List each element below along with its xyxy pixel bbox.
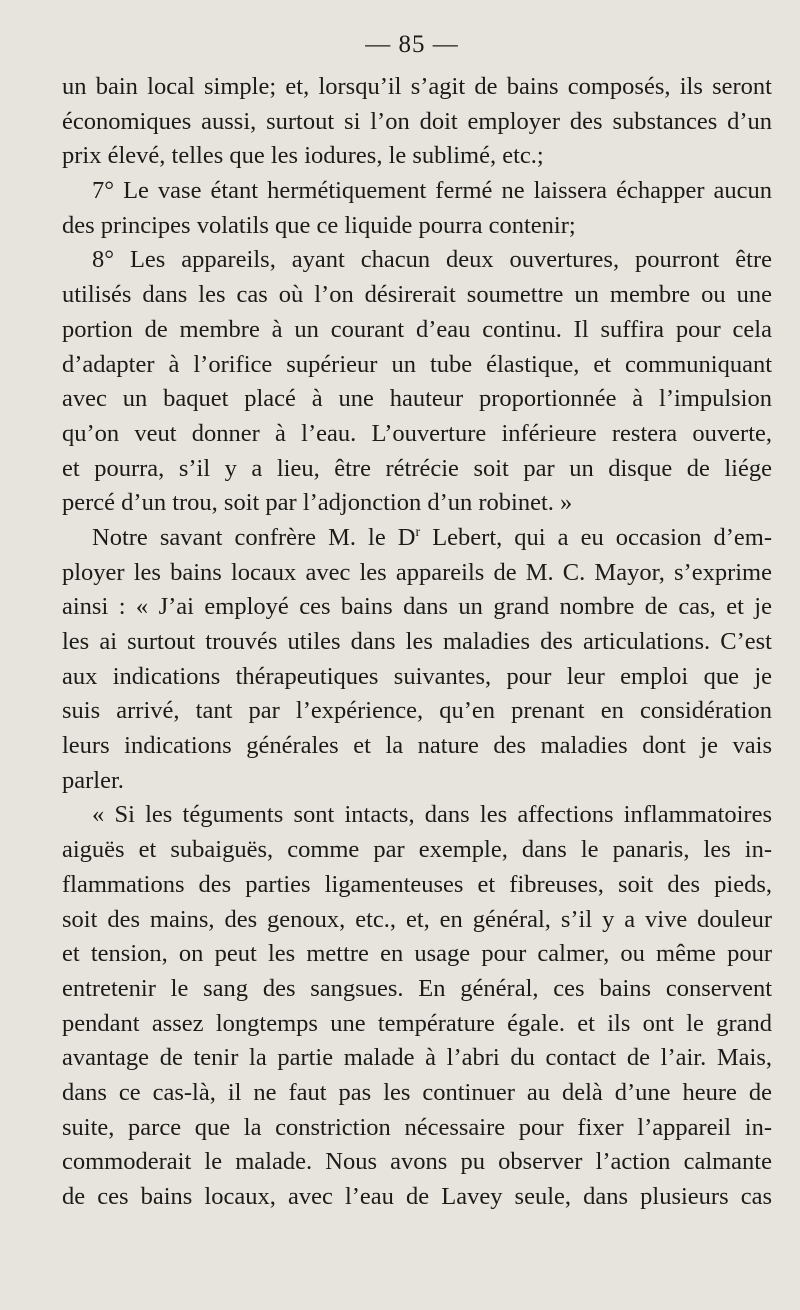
text-line: ployer les bains locaux avec les appareils de M. C. Mayor, s’exprime [62, 558, 772, 586]
text-line: de ces bains locaux, avec l’eau de Lavey seule, dans plusieurs cas [62, 1183, 772, 1210]
text-line: entretenir le sang des sangsues. En général, ces bains conservent [62, 974, 772, 1002]
text-line: parler. [62, 766, 124, 794]
text-line: leurs indications générales et la nature des maladies dont je vais [62, 732, 772, 760]
text-line: 7° Le vase étant hermétiquement fermé ne laissera échapper aucun [92, 177, 772, 205]
text-line: et tension, on peut les mettre en usage pour calmer, ou même pour [62, 940, 772, 968]
text-line: dans ce cas-là, il ne faut pas les continuer au delà d’une heure de [62, 1078, 772, 1106]
text-line: aux indications thérapeutiques suivantes, pour leur emploi que je [62, 662, 772, 690]
text-line: commoderait le malade. Nous avons pu observer l’action calmante [62, 1148, 772, 1176]
text-line: les ai surtout trouvés utiles dans les maladies des articulations. C’est [62, 628, 772, 655]
text-line: un bain local simple; et, lorsqu’il s’agit de bains composés, ils seront [62, 73, 772, 100]
text-line: ainsi : « J’ai employé ces bains dans un grand nombre de cas, et je [62, 593, 772, 621]
text-line: portion de membre à un courant d’eau continu. Il suffira pour cela [62, 315, 772, 343]
text-line: des principes volatils que ce liquide pourra contenir; [62, 211, 576, 239]
text-line: percé d’un trou, soit par l’adjonction d’un robinet. » [62, 489, 573, 517]
text-line: suite, parce que la constriction nécessaire pour fixer l’appareil in- [62, 1113, 772, 1141]
text-line: aiguës et subaiguës, comme par exemple, dans le panaris, les in- [62, 836, 772, 864]
text-line: 8° Les appareils, ayant chacun deux ouvertures, pourront être [92, 246, 772, 274]
text-line: économiques aussi, surtout si l’on doit employer des substances d’un [62, 107, 772, 135]
text-line: flammations des parties ligamenteuses et fibreuses, soit des pieds, [62, 870, 772, 898]
text-line: d’adapter à l’orifice supérieur un tube élastique, et communiquant [62, 350, 772, 378]
text-line: Notre savant confrère M. le $D^r$ Lebert, qui a eu occasion d’em- [92, 523, 772, 551]
text-line: soit des mains, des genoux, etc., et, en général, s’il y a vive douleur [62, 905, 772, 933]
text-line: utilisés dans les cas où l’on désirerait soumettre un membre ou une [62, 281, 772, 309]
text-line: avantage de tenir la partie malade à l’abri du contact de l’air. Mais, [62, 1044, 772, 1072]
text-line: prix élevé, telles que les iodures, le sublimé, etc.; [62, 142, 544, 170]
text-line: pendant assez longtemps une température égale. et ils ont le grand [62, 1009, 772, 1037]
text-line: et pourra, s’il y a lieu, être rétrécie soit par un disque de liége [62, 454, 772, 482]
text-line: suis arrivé, tant par l’expérience, qu’en prenant en considération [62, 697, 772, 725]
text-line: qu’on veut donner à l’eau. L’ouverture inférieure restera ouverte, [62, 419, 772, 447]
text-line: « Si les téguments sont intacts, dans les affections inflammatoires [92, 801, 772, 829]
page-number: — 85 — [365, 31, 459, 58]
text-line: avec un baquet placé à une hauteur proportionnée à l’impulsion [62, 385, 772, 413]
body-text [62, 70, 772, 1215]
